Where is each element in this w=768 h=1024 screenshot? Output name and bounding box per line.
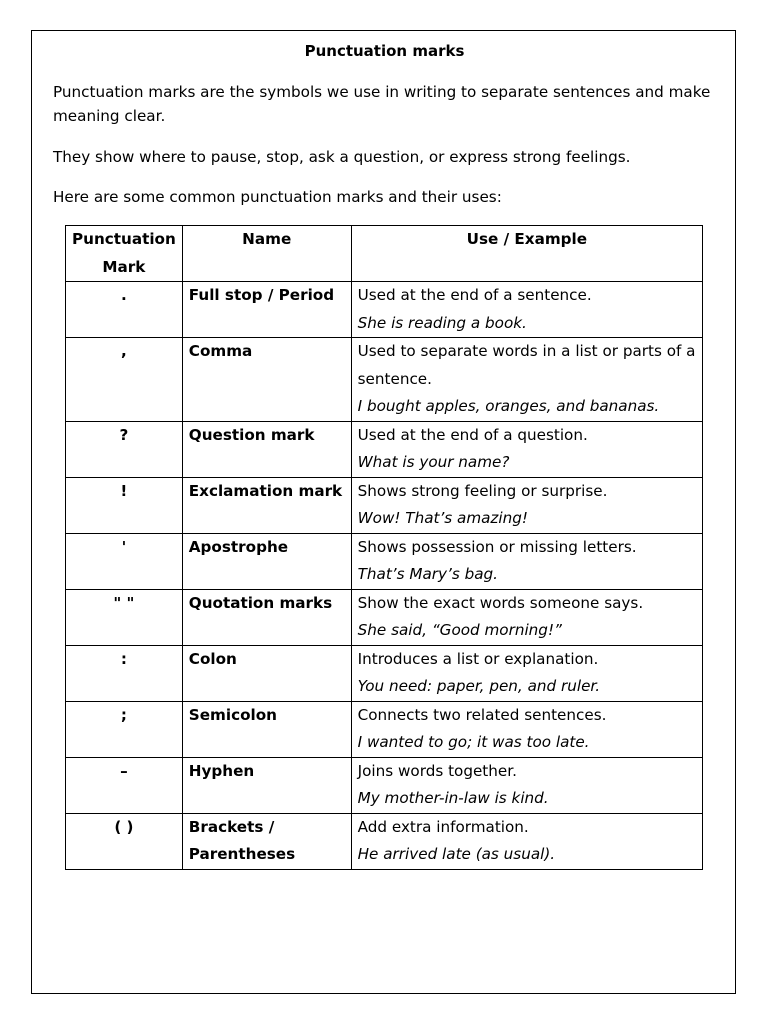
example-text: That’s Mary’s bag. bbox=[357, 565, 498, 583]
example-text: She said, “Good morning!” bbox=[357, 621, 562, 639]
intro-paragraph: Punctuation marks are the symbols we use in writing to separate sentences and make meaning clear. bbox=[53, 83, 711, 125]
mark-cell: , bbox=[66, 338, 183, 422]
use-text: Shows possession or missing letters. bbox=[357, 537, 637, 556]
mark-cell: " " bbox=[66, 589, 183, 645]
header-use-example: Use / Example bbox=[351, 226, 702, 282]
mark-cell: ( ) bbox=[66, 813, 183, 869]
example-text: I bought apples, oranges, and bananas. bbox=[357, 397, 660, 415]
table-row bbox=[66, 757, 703, 813]
punctuation-table bbox=[65, 225, 703, 870]
use-text: Used at the end of a sentence. bbox=[357, 286, 592, 304]
mark-cell: . bbox=[66, 282, 183, 338]
table-row bbox=[66, 813, 703, 869]
table-row bbox=[66, 282, 703, 338]
name-cell: Comma bbox=[182, 338, 351, 422]
use-text: Show the exact words someone says. bbox=[357, 593, 644, 612]
use-cell bbox=[351, 533, 702, 589]
use-text: Used to separate words in a list or parts of a sentence. bbox=[357, 342, 696, 388]
example-text: I wanted to go; it was too late. bbox=[357, 733, 590, 751]
example-text: What is your name? bbox=[357, 453, 510, 471]
example-text: My mother-in-law is kind. bbox=[357, 789, 549, 807]
use-text: Shows strong feeling or surprise. bbox=[357, 481, 608, 500]
use-cell bbox=[351, 477, 702, 533]
table-row bbox=[66, 533, 703, 589]
example-text: She is reading a book. bbox=[357, 313, 527, 332]
header-name: Name bbox=[182, 226, 351, 282]
use-text: Add extra information. bbox=[357, 817, 529, 836]
name-cell: Brackets / Parentheses bbox=[182, 813, 351, 869]
page-frame bbox=[31, 30, 736, 994]
mark-cell: – bbox=[66, 757, 183, 813]
header-punctuation-mark: Punctuation Mark bbox=[66, 226, 183, 282]
table-header-row bbox=[66, 226, 703, 282]
name-cell: Exclamation mark bbox=[182, 477, 351, 533]
lead-in-paragraph: Here are some common punctuation marks and their uses: bbox=[53, 188, 502, 206]
table-row bbox=[66, 589, 703, 645]
name-cell: Semicolon bbox=[182, 701, 351, 757]
mark-cell: ? bbox=[66, 421, 183, 477]
use-cell bbox=[351, 589, 702, 645]
table-row bbox=[66, 477, 703, 533]
use-cell bbox=[351, 757, 702, 813]
name-cell: Quotation marks bbox=[182, 589, 351, 645]
use-cell bbox=[351, 813, 702, 869]
table-row bbox=[66, 338, 703, 422]
example-text: He arrived late (as usual). bbox=[357, 845, 556, 863]
name-cell: Colon bbox=[182, 645, 351, 701]
mark-cell: ; bbox=[66, 701, 183, 757]
use-text: Used at the end of a question. bbox=[357, 425, 588, 444]
name-cell: Apostrophe bbox=[182, 533, 351, 589]
name-cell: Question mark bbox=[182, 421, 351, 477]
name-cell: Full stop / Period bbox=[182, 282, 351, 338]
mark-cell: : bbox=[66, 645, 183, 701]
use-cell bbox=[351, 282, 702, 338]
example-text: You need: paper, pen, and ruler. bbox=[357, 677, 601, 695]
table-row bbox=[66, 701, 703, 757]
mark-cell: ! bbox=[66, 477, 183, 533]
name-cell: Hyphen bbox=[182, 757, 351, 813]
description-paragraph: They show where to pause, stop, ask a question, or express strong feelings. bbox=[53, 148, 631, 166]
use-cell bbox=[351, 338, 702, 422]
example-text: Wow! That’s amazing! bbox=[357, 509, 528, 527]
use-cell bbox=[351, 701, 702, 757]
table-row bbox=[66, 421, 703, 477]
use-text: Connects two related sentences. bbox=[357, 705, 607, 724]
use-text: Introduces a list or explanation. bbox=[357, 649, 599, 668]
page-title: Punctuation marks bbox=[304, 42, 465, 60]
table-row bbox=[66, 645, 703, 701]
use-cell bbox=[351, 645, 702, 701]
use-cell bbox=[351, 421, 702, 477]
mark-cell: ' bbox=[66, 533, 183, 589]
use-text: Joins words together. bbox=[357, 761, 517, 780]
